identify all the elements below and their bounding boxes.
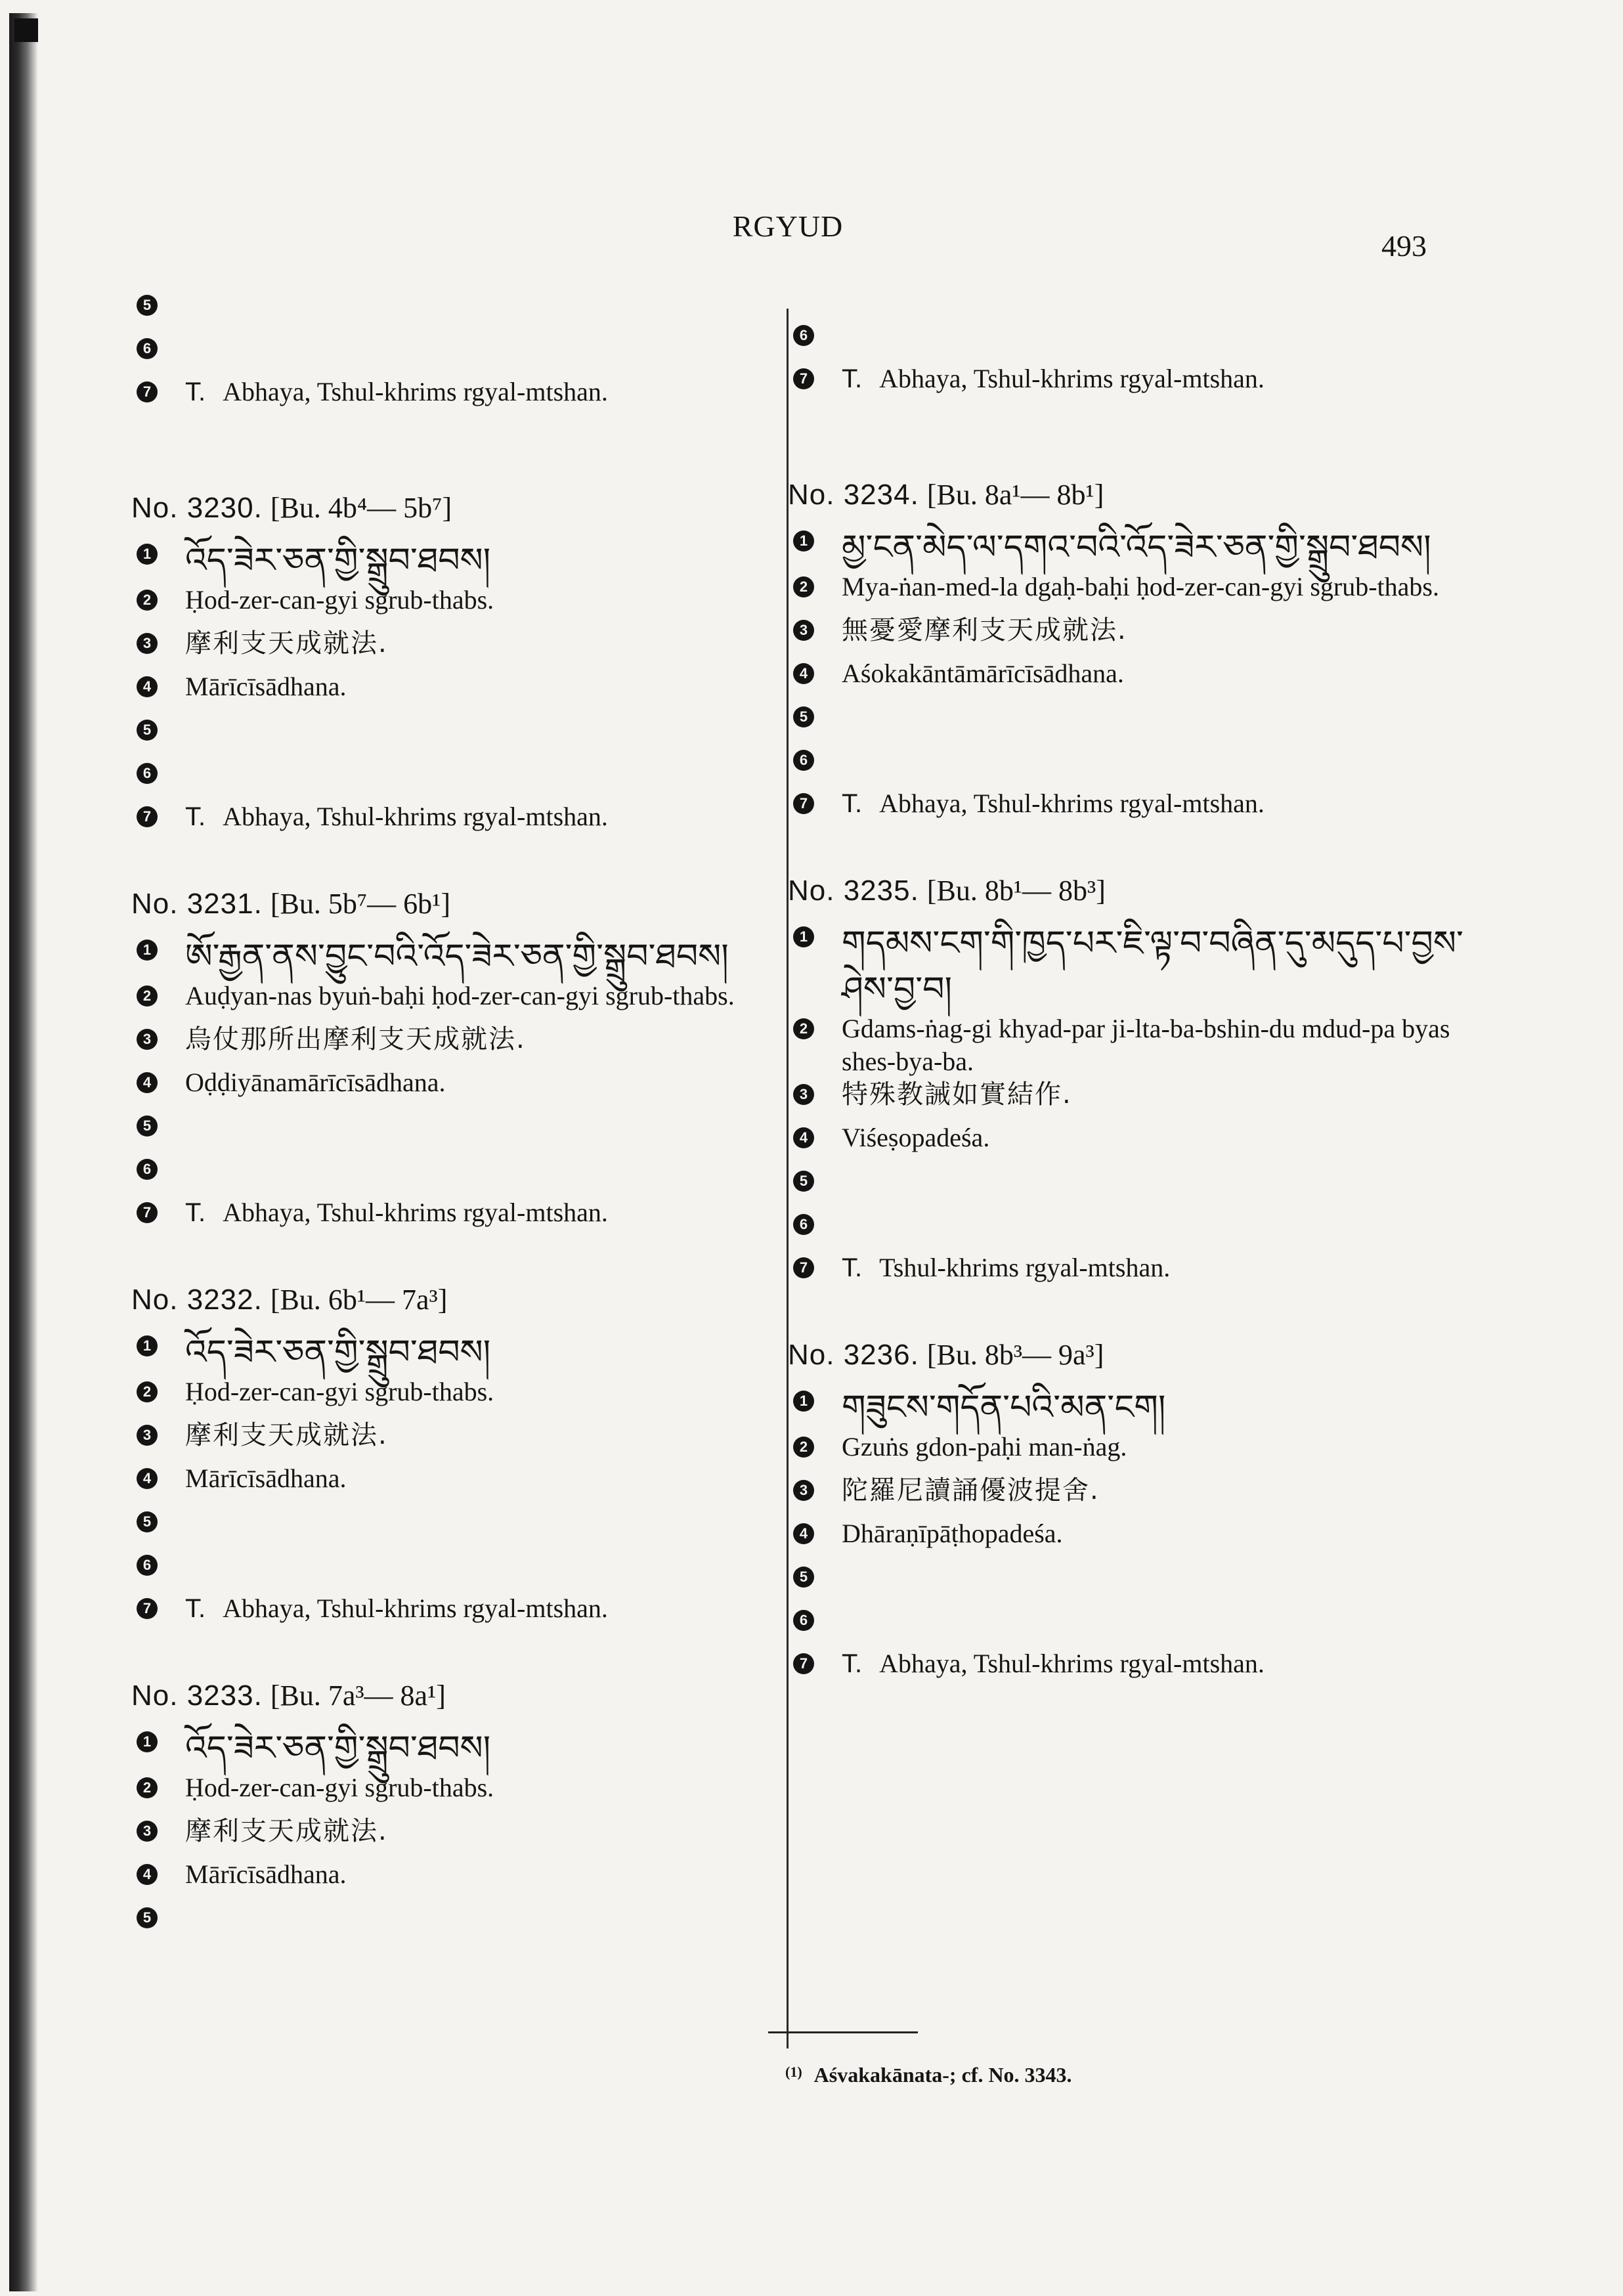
circled-number-marker: 5 [137, 1907, 158, 1928]
entry-heading [788, 874, 1497, 907]
entry-reference: [Bu. 8a¹— 8b¹] [926, 479, 1104, 511]
translator-label: T. [842, 1649, 863, 1678]
entry-line [131, 1858, 840, 1901]
entry-reference: [Bu. 8b¹— 8b³] [926, 875, 1106, 907]
circled-number-marker: 5 [137, 1511, 158, 1532]
circled-number-marker: 1 [137, 1731, 158, 1752]
translator-label: T. [185, 1594, 206, 1623]
entry-line [788, 1078, 1497, 1121]
right-column [788, 319, 1497, 1734]
entry-number: No. 3232. [131, 1284, 263, 1316]
circled-number-marker: 6 [793, 1610, 814, 1631]
entry-line [788, 1121, 1497, 1165]
entry-number: No. 3231. [131, 888, 263, 920]
entry-line [788, 787, 1497, 831]
circled-number-marker: 7 [793, 793, 814, 814]
binding-mark [14, 18, 38, 42]
entry-line [788, 1208, 1497, 1251]
sanskrit-title: Oḍḍiyānamārīcīsādhana. [185, 1068, 446, 1097]
transliterated-title: Mya-ṅan-med-la dgaḥ-baḥi ḥod-zer-can-gyi sgrub-thabs. [842, 572, 1439, 601]
tibetan-title: འོད་ཟེར་ཅན་གྱི་སྒྲུབ་ཐབས། [185, 1729, 491, 1768]
circled-number-marker: 6 [793, 750, 814, 771]
circled-number-marker: 6 [137, 763, 158, 784]
circled-number-marker: 2 [793, 1437, 814, 1458]
entry-number: No. 3234. [788, 479, 919, 511]
tibetan-title: འོད་ཟེར་ཅན་གྱི་སྒྲུབ་ཐབས། [185, 541, 491, 580]
entry-number: No. 3233. [131, 1679, 263, 1712]
entry-number: No. 3236. [788, 1339, 919, 1371]
entry-line [131, 670, 840, 714]
catalog-entry [131, 1283, 840, 1635]
transliterated-title: Gzuṅs gdon-paḥi man-ṅag. [842, 1432, 1127, 1462]
catalog-entry [788, 874, 1497, 1295]
circled-number-marker: 5 [793, 1171, 814, 1192]
entry-line [788, 614, 1497, 657]
entry-line [131, 1330, 840, 1375]
sanskrit-title: Mārīcīsādhana. [185, 1859, 347, 1889]
circled-number-marker: 4 [137, 1468, 158, 1489]
circled-number-marker: 6 [137, 338, 158, 359]
entry-line [131, 1375, 840, 1419]
circled-number-marker: 7 [793, 1257, 814, 1278]
circled-number-marker: 2 [137, 1777, 158, 1798]
entry-line [788, 1647, 1497, 1691]
translators: Tshul-khrims rgyal-mtshan. [879, 1253, 1171, 1282]
circled-number-marker: 7 [793, 1653, 814, 1674]
circled-number-marker: 3 [137, 633, 158, 654]
circled-number-marker: 3 [137, 1425, 158, 1446]
circled-number-marker: 6 [793, 1214, 814, 1235]
binding-edge [9, 13, 38, 2291]
entry-line [131, 627, 840, 670]
entry-line [131, 1419, 840, 1462]
circled-number-marker: 5 [137, 720, 158, 741]
tibetan-title: མྱ་ངན་མེད་ལ་དགའ་བའི་འོད་ཟེར་ཅན་གྱི་སྒྲུབ་ཐབས། [842, 528, 1431, 567]
entry-line [131, 934, 840, 980]
page-number: 493 [1381, 229, 1427, 263]
circled-number-marker: 1 [793, 926, 814, 947]
entry-line [788, 525, 1497, 571]
translators: Abhaya, Tshul-khrims rgyal-mtshan. [223, 1198, 608, 1227]
entry-number: No. 3230. [131, 492, 263, 524]
entry-line [131, 538, 840, 584]
circled-number-marker: 5 [137, 1116, 158, 1137]
translators: Abhaya, Tshul-khrims rgyal-mtshan. [223, 377, 608, 406]
tibetan-title: འོད་ཟེར་ཅན་གྱི་སྒྲུབ་ཐབས། [185, 1333, 491, 1372]
circled-number-marker: 7 [137, 1598, 158, 1619]
entry-line [131, 1505, 840, 1549]
translators: Abhaya, Tshul-khrims rgyal-mtshan. [223, 1593, 608, 1623]
entry-reference: [Bu. 5b⁷— 6b¹] [270, 888, 450, 920]
tibetan-title: ཨོ་རྒྱན་ནས་བྱུང་བའི་འོད་ཟེར་ཅན་གྱི་སྒྲུབ་ཐབས། [185, 937, 729, 976]
circled-number-marker: 1 [793, 1391, 814, 1412]
entry-heading [131, 1283, 840, 1316]
circled-number-marker: 2 [793, 1018, 814, 1039]
entry-line [131, 980, 840, 1023]
entry-line [788, 1165, 1497, 1208]
circled-number-marker: 3 [793, 620, 814, 641]
entry-line [788, 1385, 1497, 1431]
entry-line [131, 376, 840, 419]
entry-line [131, 714, 840, 757]
catalog-entry [131, 1679, 840, 1945]
circled-number-marker: 1 [793, 531, 814, 552]
circled-number-marker: 1 [137, 940, 158, 961]
translator-label: T. [185, 802, 206, 831]
circled-number-marker: 1 [137, 1335, 158, 1356]
circled-number-marker: 1 [137, 544, 158, 565]
entry-line [788, 1517, 1497, 1561]
footnote-rule [768, 2031, 918, 2033]
entry-line [788, 921, 1497, 1012]
entry-reference: [Bu. 4b⁴— 5b⁷] [270, 492, 452, 524]
entry-line [131, 1815, 840, 1858]
circled-number-marker: 4 [137, 1072, 158, 1093]
sanskrit-title: Mārīcīsādhana. [185, 1463, 347, 1493]
circled-number-marker: 4 [137, 1864, 158, 1885]
running-head: RGYUD [732, 209, 844, 243]
entry-line [131, 1023, 840, 1066]
circled-number-marker: 6 [137, 1159, 158, 1180]
footnote [785, 2063, 1072, 2087]
circled-number-marker: 7 [137, 381, 158, 402]
footnote-marker: (1) [785, 2064, 802, 2080]
entry-line [788, 571, 1497, 614]
circled-number-marker: 2 [137, 986, 158, 1007]
entry-line [788, 1251, 1497, 1295]
entry-line [131, 757, 840, 800]
tibetan-title: གཟུངས་གདོན་པའི་མན་ངག། [842, 1388, 1166, 1427]
circled-number-marker: 7 [137, 1202, 158, 1223]
translator-label: T. [185, 1198, 206, 1227]
circled-number-marker: 3 [793, 1084, 814, 1105]
entry-number: No. 3235. [788, 875, 919, 907]
transliterated-title: Gdams-ṅag-gi khyad-par ji-lta-ba-bshin-du mdud-pa byas shes-bya-ba. [842, 1014, 1450, 1076]
entry-line [788, 1561, 1497, 1604]
chinese-title: 陀羅尼讀誦優波提舍. [842, 1475, 1100, 1505]
entry-line [131, 289, 840, 332]
entry-line [788, 1431, 1497, 1474]
catalog-entry [131, 491, 840, 844]
entry-line [131, 1771, 840, 1815]
catalog-entry [788, 1338, 1497, 1691]
circled-number-marker: 7 [793, 368, 814, 389]
translators: Abhaya, Tshul-khrims rgyal-mtshan. [879, 1649, 1265, 1678]
entry-reference: [Bu. 6b¹— 7a³] [270, 1284, 448, 1316]
translator-label: T. [185, 378, 206, 406]
entry-line [131, 1462, 840, 1505]
entry-heading [788, 1338, 1497, 1372]
translator-label: T. [842, 789, 863, 818]
entry-line [131, 1066, 840, 1110]
chinese-title: 摩利支天成就法. [185, 1420, 388, 1450]
circled-number-marker: 5 [793, 706, 814, 727]
circled-number-marker: 2 [137, 1381, 158, 1402]
circled-number-marker: 7 [137, 806, 158, 827]
transliterated-title: Ḥod-zer-can-gyi sgrub-thabs. [185, 1377, 494, 1406]
entry-line [131, 584, 840, 627]
translators: Abhaya, Tshul-khrims rgyal-mtshan. [879, 364, 1265, 393]
circled-number-marker: 4 [793, 1127, 814, 1148]
circled-number-marker: 6 [793, 325, 814, 346]
catalog-entry [131, 887, 840, 1240]
circled-number-marker: 3 [137, 1029, 158, 1050]
entry-heading [131, 887, 840, 921]
entry-line [131, 1901, 840, 1945]
catalog-entry-continued [131, 289, 840, 419]
entry-line [131, 1592, 840, 1635]
catalog-entry [788, 478, 1497, 831]
sanskrit-title: Aśokakāntāmārīcīsādhana. [842, 659, 1124, 688]
translator-label: T. [842, 1253, 863, 1282]
sanskrit-title: Viśeṣopadeśa. [842, 1123, 990, 1152]
circled-number-marker: 5 [137, 295, 158, 316]
entry-line [131, 1196, 840, 1240]
translator-label: T. [842, 364, 863, 393]
translators: Abhaya, Tshul-khrims rgyal-mtshan. [879, 789, 1265, 818]
entry-line [788, 657, 1497, 701]
entry-heading [788, 478, 1497, 511]
entry-line [788, 1012, 1497, 1078]
left-column [131, 289, 840, 1988]
entry-heading [131, 1679, 840, 1712]
footnote-text: Aśvakakānata-; cf. No. 3343. [813, 2063, 1072, 2087]
chinese-title: 摩利支天成就法. [185, 628, 388, 659]
chinese-title: 特殊教誡如實結作. [842, 1079, 1072, 1110]
chinese-title: 烏仗那所出摩利支天成就法. [185, 1024, 526, 1054]
circled-number-marker: 4 [793, 1523, 814, 1544]
entry-line [788, 701, 1497, 744]
entry-heading [131, 491, 840, 525]
transliterated-title: Ḥod-zer-can-gyi sgrub-thabs. [185, 1773, 494, 1802]
circled-number-marker: 2 [137, 590, 158, 611]
sanskrit-title: Mārīcīsādhana. [185, 672, 347, 701]
entry-line [131, 1725, 840, 1771]
entry-line [131, 332, 840, 376]
circled-number-marker: 6 [137, 1555, 158, 1576]
translators: Abhaya, Tshul-khrims rgyal-mtshan. [223, 802, 608, 831]
entry-line [788, 744, 1497, 787]
circled-number-marker: 5 [793, 1567, 814, 1588]
sanskrit-title: Dhāraṇīpāṭhopadeśa. [842, 1519, 1063, 1548]
chinese-title: 無憂愛摩利支天成就法. [842, 615, 1127, 645]
entry-line [131, 1110, 840, 1153]
entry-line [788, 362, 1497, 406]
circled-number-marker: 2 [793, 576, 814, 597]
entry-reference: [Bu. 8b³— 9a³] [926, 1339, 1104, 1371]
catalog-entry-continued [788, 319, 1497, 406]
tibetan-title: གདམས་ངག་གི་ཁྱད་པར་ཇི་ལྟ་བ་བཞིན་དུ་མདུད་པ་བྱས་ཤེས་བྱ་བ། [842, 924, 1463, 1009]
entry-line [131, 1549, 840, 1592]
circled-number-marker: 4 [793, 663, 814, 684]
entry-line [788, 1604, 1497, 1647]
transliterated-title: Ḥod-zer-can-gyi sgrub-thabs. [185, 585, 494, 615]
entry-line [788, 319, 1497, 362]
circled-number-marker: 4 [137, 676, 158, 697]
chinese-title: 摩利支天成就法. [185, 1816, 388, 1846]
circled-number-marker: 3 [137, 1821, 158, 1842]
circled-number-marker: 3 [793, 1480, 814, 1501]
entry-reference: [Bu. 7a³— 8a¹] [270, 1679, 446, 1712]
entry-line [788, 1474, 1497, 1517]
entry-line [131, 1153, 840, 1196]
entry-line [131, 800, 840, 844]
transliterated-title: Auḍyan-nas byuṅ-baḥi ḥod-zer-can-gyi sgrub-thabs. [185, 981, 735, 1010]
